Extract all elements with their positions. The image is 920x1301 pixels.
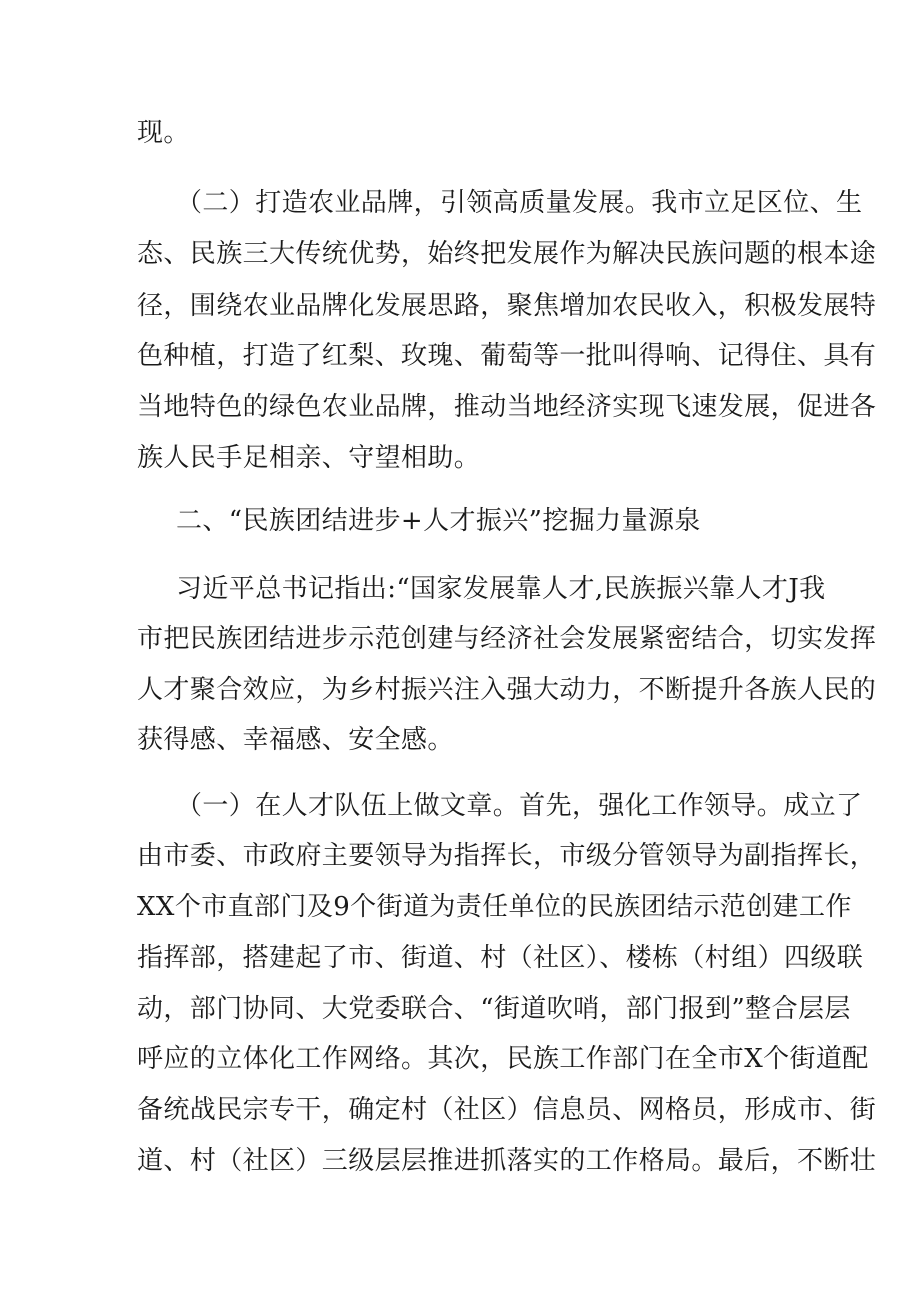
paragraph-line: 人才聚合效应，为乡村振兴注入强大动力，不断提升各族人民的: [137, 675, 877, 705]
subheading-line: （一）在人才队伍上做文章。首先，强化工作领导。成立了: [176, 791, 863, 821]
paragraph-line: 现。: [137, 118, 190, 148]
paragraph-line: 族人民手足相亲、守望相助。: [137, 443, 481, 473]
paragraph-line: 态、民族三大传统优势，始终把发展作为解决民族问题的根本途: [137, 239, 877, 269]
paragraph-line: 道、村（社区）三级层层推进抓落实的工作格局。最后，不断壮: [137, 1146, 877, 1176]
paragraph-line: 获得感、幸福感、安全感。: [137, 725, 454, 755]
paragraph-line: 习近平总书记指出:“国家发展靠人才,民族振兴靠人才J我: [176, 574, 826, 604]
paragraph-line: 当地特色的绿色农业品牌，推动当地经济实现飞速发展，促进各: [137, 392, 877, 422]
subheading-line: （二）打造农业品牌，引领高质量发展。我市立足区位、生: [176, 188, 863, 218]
paragraph-line: 色种植，打造了红梨、玫瑰、葡萄等一批叫得响、记得住、具有: [137, 341, 877, 371]
paragraph-line: 备统战民宗专干，确定村（社区）信息员、网格员，形成市、街: [137, 1095, 877, 1125]
paragraph-line: 呼应的立体化工作网络。其次，民族工作部门在全市X个街道配: [137, 1044, 869, 1074]
paragraph-line: 市把民族团结进步示范创建与经济社会发展紧密结合，切实发挥: [137, 624, 877, 654]
section-heading: 二、“民族团结进步+人才振兴”挖掘力量源泉: [176, 506, 701, 536]
paragraph-line: 径，围绕农业品牌化发展思路，聚焦增加农民收入，积极发展特: [137, 291, 877, 321]
paragraph-line: XX个市直部门及9个街道为责任单位的民族团结示范创建工作: [137, 892, 852, 922]
paragraph-line: 指挥部，搭建起了市、街道、村（社区）、楼栋（村组）四级联: [137, 943, 864, 973]
paragraph-line: 由市委、市政府主要领导为指挥长，市级分管领导为副指挥长，: [137, 841, 877, 871]
paragraph-line: 动，部门协同、大党委联合、“街道吹哨，部门报到”整合层层: [137, 994, 851, 1024]
